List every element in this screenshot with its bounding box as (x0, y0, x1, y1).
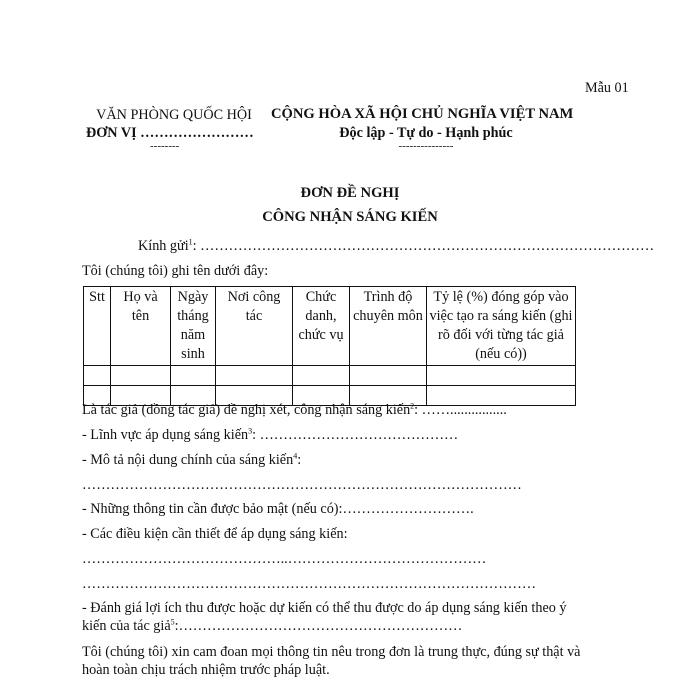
authors-field (82, 402, 507, 419)
field-applied (82, 427, 458, 444)
unit-name: ĐƠN VỊ …………………… (86, 125, 254, 141)
confidential-label: - Những thông tin cần được bảo mật (nếu có): (82, 501, 343, 517)
description-line[interactable]: ………………………………………………………………………………… (82, 477, 522, 493)
header-left-rule: -------- (150, 140, 180, 152)
footnote-mark-4: 4 (293, 451, 298, 461)
org-name: VĂN PHÒNG QUỐC HỘI (96, 107, 252, 123)
table-cell[interactable] (216, 366, 293, 386)
header-left (84, 106, 264, 124)
col-header-name: Họ và tên (111, 287, 171, 366)
footnote-mark-3: 3 (248, 426, 253, 436)
motto: Độc lập - Tự do - Hạnh phúc (339, 125, 513, 141)
col-header-position: Chức danh, chức vụ (293, 287, 350, 366)
footnote-mark-2: 2 (410, 401, 415, 411)
conditions-line-2[interactable]: …………………………………………………………………………………… (82, 576, 536, 592)
recipient-line (138, 238, 654, 255)
doc-title-line2: CÔNG NHẬN SÁNG KIẾN (262, 209, 438, 225)
authors-table (83, 286, 576, 406)
table-cell[interactable] (84, 366, 111, 386)
table-header-row (84, 287, 576, 366)
benefit-line-1: - Đánh giá lợi ích thu được hoặc dự kiến có thể thu được do áp dụng sáng kiến theo ý (82, 600, 567, 616)
header-right-rule: --------------- (398, 140, 454, 152)
table-cell[interactable] (111, 366, 171, 386)
benefit-line-2 (82, 618, 462, 635)
footnote-mark-5: 5 (170, 617, 175, 627)
description-field (82, 452, 301, 469)
description-label: - Mô tả nội dung chính của sáng kiến (82, 452, 294, 468)
recipient-dots[interactable]: : …………………………………………………………………………………… (192, 238, 655, 254)
table-cell[interactable] (171, 366, 216, 386)
authors-field-dots[interactable]: : ……................ (414, 402, 507, 418)
col-header-qualification: Trình độ chuyên môn (350, 287, 427, 366)
form-code: Mẫu 01 (585, 80, 629, 96)
intro-text: Tôi (chúng tôi) ghi tên dưới đây: (82, 263, 269, 279)
table-cell[interactable] (350, 366, 427, 386)
table-cell[interactable] (427, 366, 576, 386)
conditions-line-1[interactable]: ……………………………………..…………………………………… (82, 551, 487, 567)
commitment-line-1: Tôi (chúng tôi) xin cam đoan mọi thông tin nêu trong đơn là trung thực, đúng sự thật và (82, 644, 581, 660)
confidential-field (82, 501, 474, 518)
field-applied-dots[interactable]: : …………………………………… (252, 427, 459, 443)
authors-field-label: Là tác giả (đồng tác giả) đề nghị xét, công nhận sáng kiến (82, 402, 411, 418)
field-applied-label: - Lĩnh vực áp dụng sáng kiến (82, 427, 249, 443)
col-header-workplace: Nơi công tác (216, 287, 293, 366)
description-colon: : (297, 452, 302, 468)
nation-title: CỘNG HÒA XÃ HỘI CHỦ NGHĨA VIỆT NAM (271, 106, 574, 122)
benefit-dots[interactable]: :…………………………………………………… (174, 618, 463, 634)
col-header-contribution: Tỷ lệ (%) đóng góp vào việc tạo ra sáng kiến (ghi rõ đối với từng tác giả (nếu có)) (427, 287, 576, 366)
confidential-dots[interactable]: ………………………. (342, 501, 474, 517)
recipient-label: Kính gửi (138, 238, 189, 254)
benefit-label: kiến của tác giả (82, 618, 171, 634)
conditions-label: - Các điều kiện cần thiết để áp dụng sáng kiến: (82, 526, 348, 542)
table-cell[interactable] (293, 366, 350, 386)
commitment-line-2: hoàn toàn chịu trách nhiệm trước pháp luật. (82, 662, 330, 678)
footnote-mark-1: 1 (188, 237, 193, 247)
col-header-stt: Stt (84, 287, 111, 366)
table-row (84, 366, 576, 386)
doc-title-line1: ĐƠN ĐỀ NGHỊ (300, 185, 400, 201)
col-header-birthdate: Ngày tháng năm sinh (171, 287, 216, 366)
